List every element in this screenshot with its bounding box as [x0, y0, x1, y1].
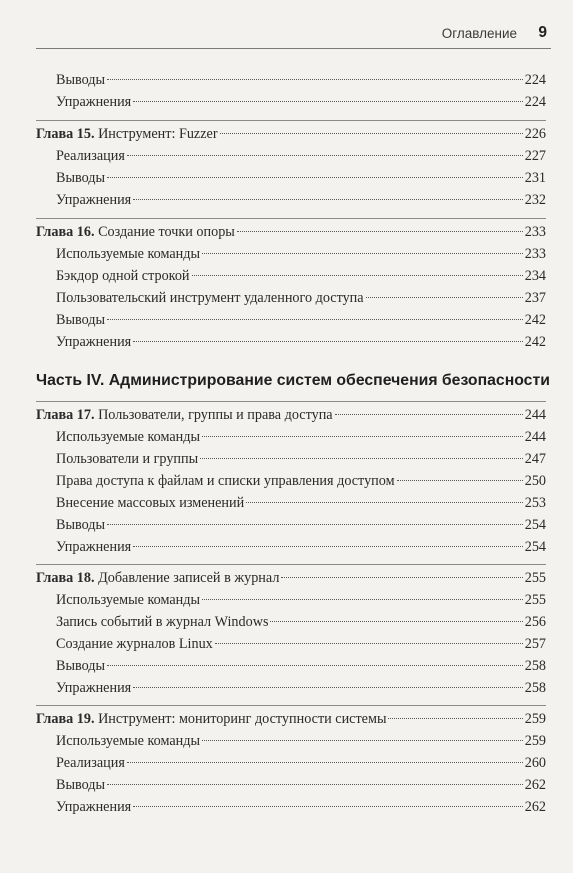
page-ref: 254	[524, 539, 546, 555]
page-ref: 250	[524, 473, 546, 489]
chapter-separator	[36, 218, 546, 219]
section-title: Выводы	[56, 658, 106, 674]
entry-text	[36, 405, 333, 425]
section-title: Пользовательский инструмент удаленного доступа	[56, 290, 364, 306]
section-title: Используемые команды	[56, 733, 200, 749]
page-ref: 234	[524, 268, 546, 284]
chapter-separator	[36, 564, 546, 565]
page-ref: 237	[524, 290, 546, 306]
section-title: Используемые команды	[56, 246, 200, 262]
section-title: Права доступа к файлам и списки управления доступом	[56, 473, 395, 489]
section-title: Реализация	[56, 148, 125, 164]
page-ref: 231	[524, 170, 546, 186]
page-ref: 224	[524, 94, 546, 110]
section-title: Упражнения	[56, 334, 132, 350]
entry-text	[36, 222, 235, 242]
section-title: Реализация	[56, 755, 125, 771]
chapter-separator	[36, 401, 546, 402]
toc-section-entry[interactable]	[56, 797, 546, 817]
dot-leader	[107, 784, 523, 785]
section-title: Выводы	[56, 777, 106, 793]
page-ref: 258	[524, 658, 546, 674]
chapter-number: Глава 18.	[36, 570, 95, 586]
dot-leader	[107, 665, 523, 666]
page-ref: 257	[524, 636, 546, 652]
chapter-title: Создание точки опоры	[98, 224, 235, 240]
section-title: Пользователи и группы	[56, 451, 199, 467]
entry-text	[36, 709, 386, 729]
page-ref: 262	[524, 777, 546, 793]
dot-leader	[270, 621, 522, 622]
section-title: Выводы	[56, 517, 106, 533]
page-ref: 247	[524, 451, 546, 467]
dot-leader	[220, 133, 523, 134]
toc-section-entry[interactable]	[56, 70, 546, 90]
dot-leader	[107, 319, 523, 320]
toc-section-entry[interactable]	[56, 449, 546, 469]
dot-leader	[133, 101, 523, 102]
page-ref: 226	[524, 126, 546, 142]
header-title: Оглавление	[441, 26, 517, 41]
page-ref: 259	[524, 733, 546, 749]
page-ref: 256	[524, 614, 546, 630]
page-ref: 233	[524, 224, 546, 240]
toc-section-entry[interactable]	[56, 612, 546, 632]
page-ref: 255	[524, 570, 546, 586]
chapter-number: Глава 15.	[36, 126, 95, 142]
chapter-title: Инструмент: мониторинг доступности системы	[98, 711, 387, 727]
dot-leader	[202, 436, 523, 437]
dot-leader	[133, 687, 523, 688]
section-title: Выводы	[56, 312, 106, 328]
toc-section-entry[interactable]	[56, 634, 546, 654]
chapter-title: Инструмент: Fuzzer	[98, 126, 218, 142]
toc-chapter-entry[interactable]	[36, 222, 546, 242]
chapter-title: Пользователи, группы и права доступа	[98, 407, 333, 423]
chapter-number: Глава 19.	[36, 711, 95, 727]
toc-section-entry[interactable]	[56, 266, 546, 286]
toc-section-entry[interactable]	[56, 656, 546, 676]
page-ref: 233	[524, 246, 546, 262]
page-ref: 242	[524, 312, 546, 328]
section-title: Внесение массовых изменений	[56, 495, 245, 511]
toc-section-entry[interactable]	[56, 731, 546, 751]
toc-section-entry[interactable]	[56, 537, 546, 557]
dot-leader	[127, 155, 523, 156]
page-ref: 259	[524, 711, 546, 727]
section-title: Упражнения	[56, 192, 132, 208]
page-ref: 242	[524, 334, 546, 350]
toc-section-entry[interactable]	[56, 190, 546, 210]
chapter-separator	[36, 705, 546, 706]
page-ref: 244	[524, 407, 546, 423]
toc-section-entry[interactable]	[56, 288, 546, 308]
chapter-number: Глава 16.	[36, 224, 95, 240]
toc-section-entry[interactable]	[56, 168, 546, 188]
toc-section-entry[interactable]	[56, 332, 546, 352]
section-title: Бэкдор одной строкой	[56, 268, 190, 284]
page-ref: 253	[524, 495, 546, 511]
toc-section-entry[interactable]	[56, 471, 546, 491]
dot-leader	[366, 297, 523, 298]
section-title: Используемые команды	[56, 429, 200, 445]
toc-section-entry[interactable]	[56, 146, 546, 166]
dot-leader	[281, 577, 522, 578]
dot-leader	[335, 414, 523, 415]
dot-leader	[107, 79, 523, 80]
section-title: Упражнения	[56, 94, 132, 110]
toc-section-entry[interactable]	[56, 753, 546, 773]
dot-leader	[133, 546, 523, 547]
entry-text	[36, 568, 279, 588]
toc-section-entry[interactable]	[56, 590, 546, 610]
entry-text	[36, 124, 218, 144]
section-title: Упражнения	[56, 680, 132, 696]
section-title: Выводы	[56, 72, 106, 88]
page-ref: 262	[524, 799, 546, 815]
page-ref: 255	[524, 592, 546, 608]
toc-section-entry[interactable]	[56, 775, 546, 795]
toc-section-entry[interactable]	[56, 493, 546, 513]
dot-leader	[202, 599, 523, 600]
dot-leader	[107, 177, 523, 178]
dot-leader	[192, 275, 523, 276]
dot-leader	[202, 740, 523, 741]
page-ref: 227	[524, 148, 546, 164]
page-ref: 224	[524, 72, 546, 88]
toc-chapter-entry[interactable]	[36, 709, 546, 729]
part-heading: Часть IV. Администрирование систем обеспечения безопасности	[36, 372, 550, 389]
page-ref: 258	[524, 680, 546, 696]
toc-section-entry[interactable]	[56, 244, 546, 264]
page-number: 9	[538, 24, 547, 41]
toc-chapter-entry[interactable]	[36, 124, 546, 144]
dot-leader	[202, 253, 523, 254]
toc-section-entry[interactable]	[56, 310, 546, 330]
toc-section-entry[interactable]	[56, 515, 546, 535]
dot-leader	[397, 480, 523, 481]
dot-leader	[237, 231, 523, 232]
section-title: Используемые команды	[56, 592, 200, 608]
chapter-separator	[36, 120, 546, 121]
dot-leader	[246, 502, 523, 503]
section-title: Запись событий в журнал Windows	[56, 614, 269, 630]
dot-leader	[107, 524, 523, 525]
toc-chapter-entry[interactable]	[36, 568, 546, 588]
section-title: Создание журналов Linux	[56, 636, 213, 652]
dot-leader	[133, 341, 523, 342]
section-title: Упражнения	[56, 539, 132, 555]
section-title: Выводы	[56, 170, 106, 186]
dot-leader	[127, 762, 523, 763]
dot-leader	[200, 458, 523, 459]
toc-section-entry[interactable]	[56, 678, 546, 698]
dot-leader	[133, 806, 523, 807]
page-ref: 244	[524, 429, 546, 445]
section-title: Упражнения	[56, 799, 132, 815]
toc-section-entry[interactable]	[56, 92, 546, 112]
chapter-number: Глава 17.	[36, 407, 95, 423]
toc-section-entry[interactable]	[56, 427, 546, 447]
dot-leader	[215, 643, 523, 644]
page-ref: 260	[524, 755, 546, 771]
toc-chapter-entry[interactable]	[36, 405, 546, 425]
page-ref: 254	[524, 517, 546, 533]
dot-leader	[133, 199, 523, 200]
running-header	[36, 20, 551, 49]
page-ref: 232	[524, 192, 546, 208]
dot-leader	[388, 718, 522, 719]
chapter-title: Добавление записей в журнал	[98, 570, 280, 586]
